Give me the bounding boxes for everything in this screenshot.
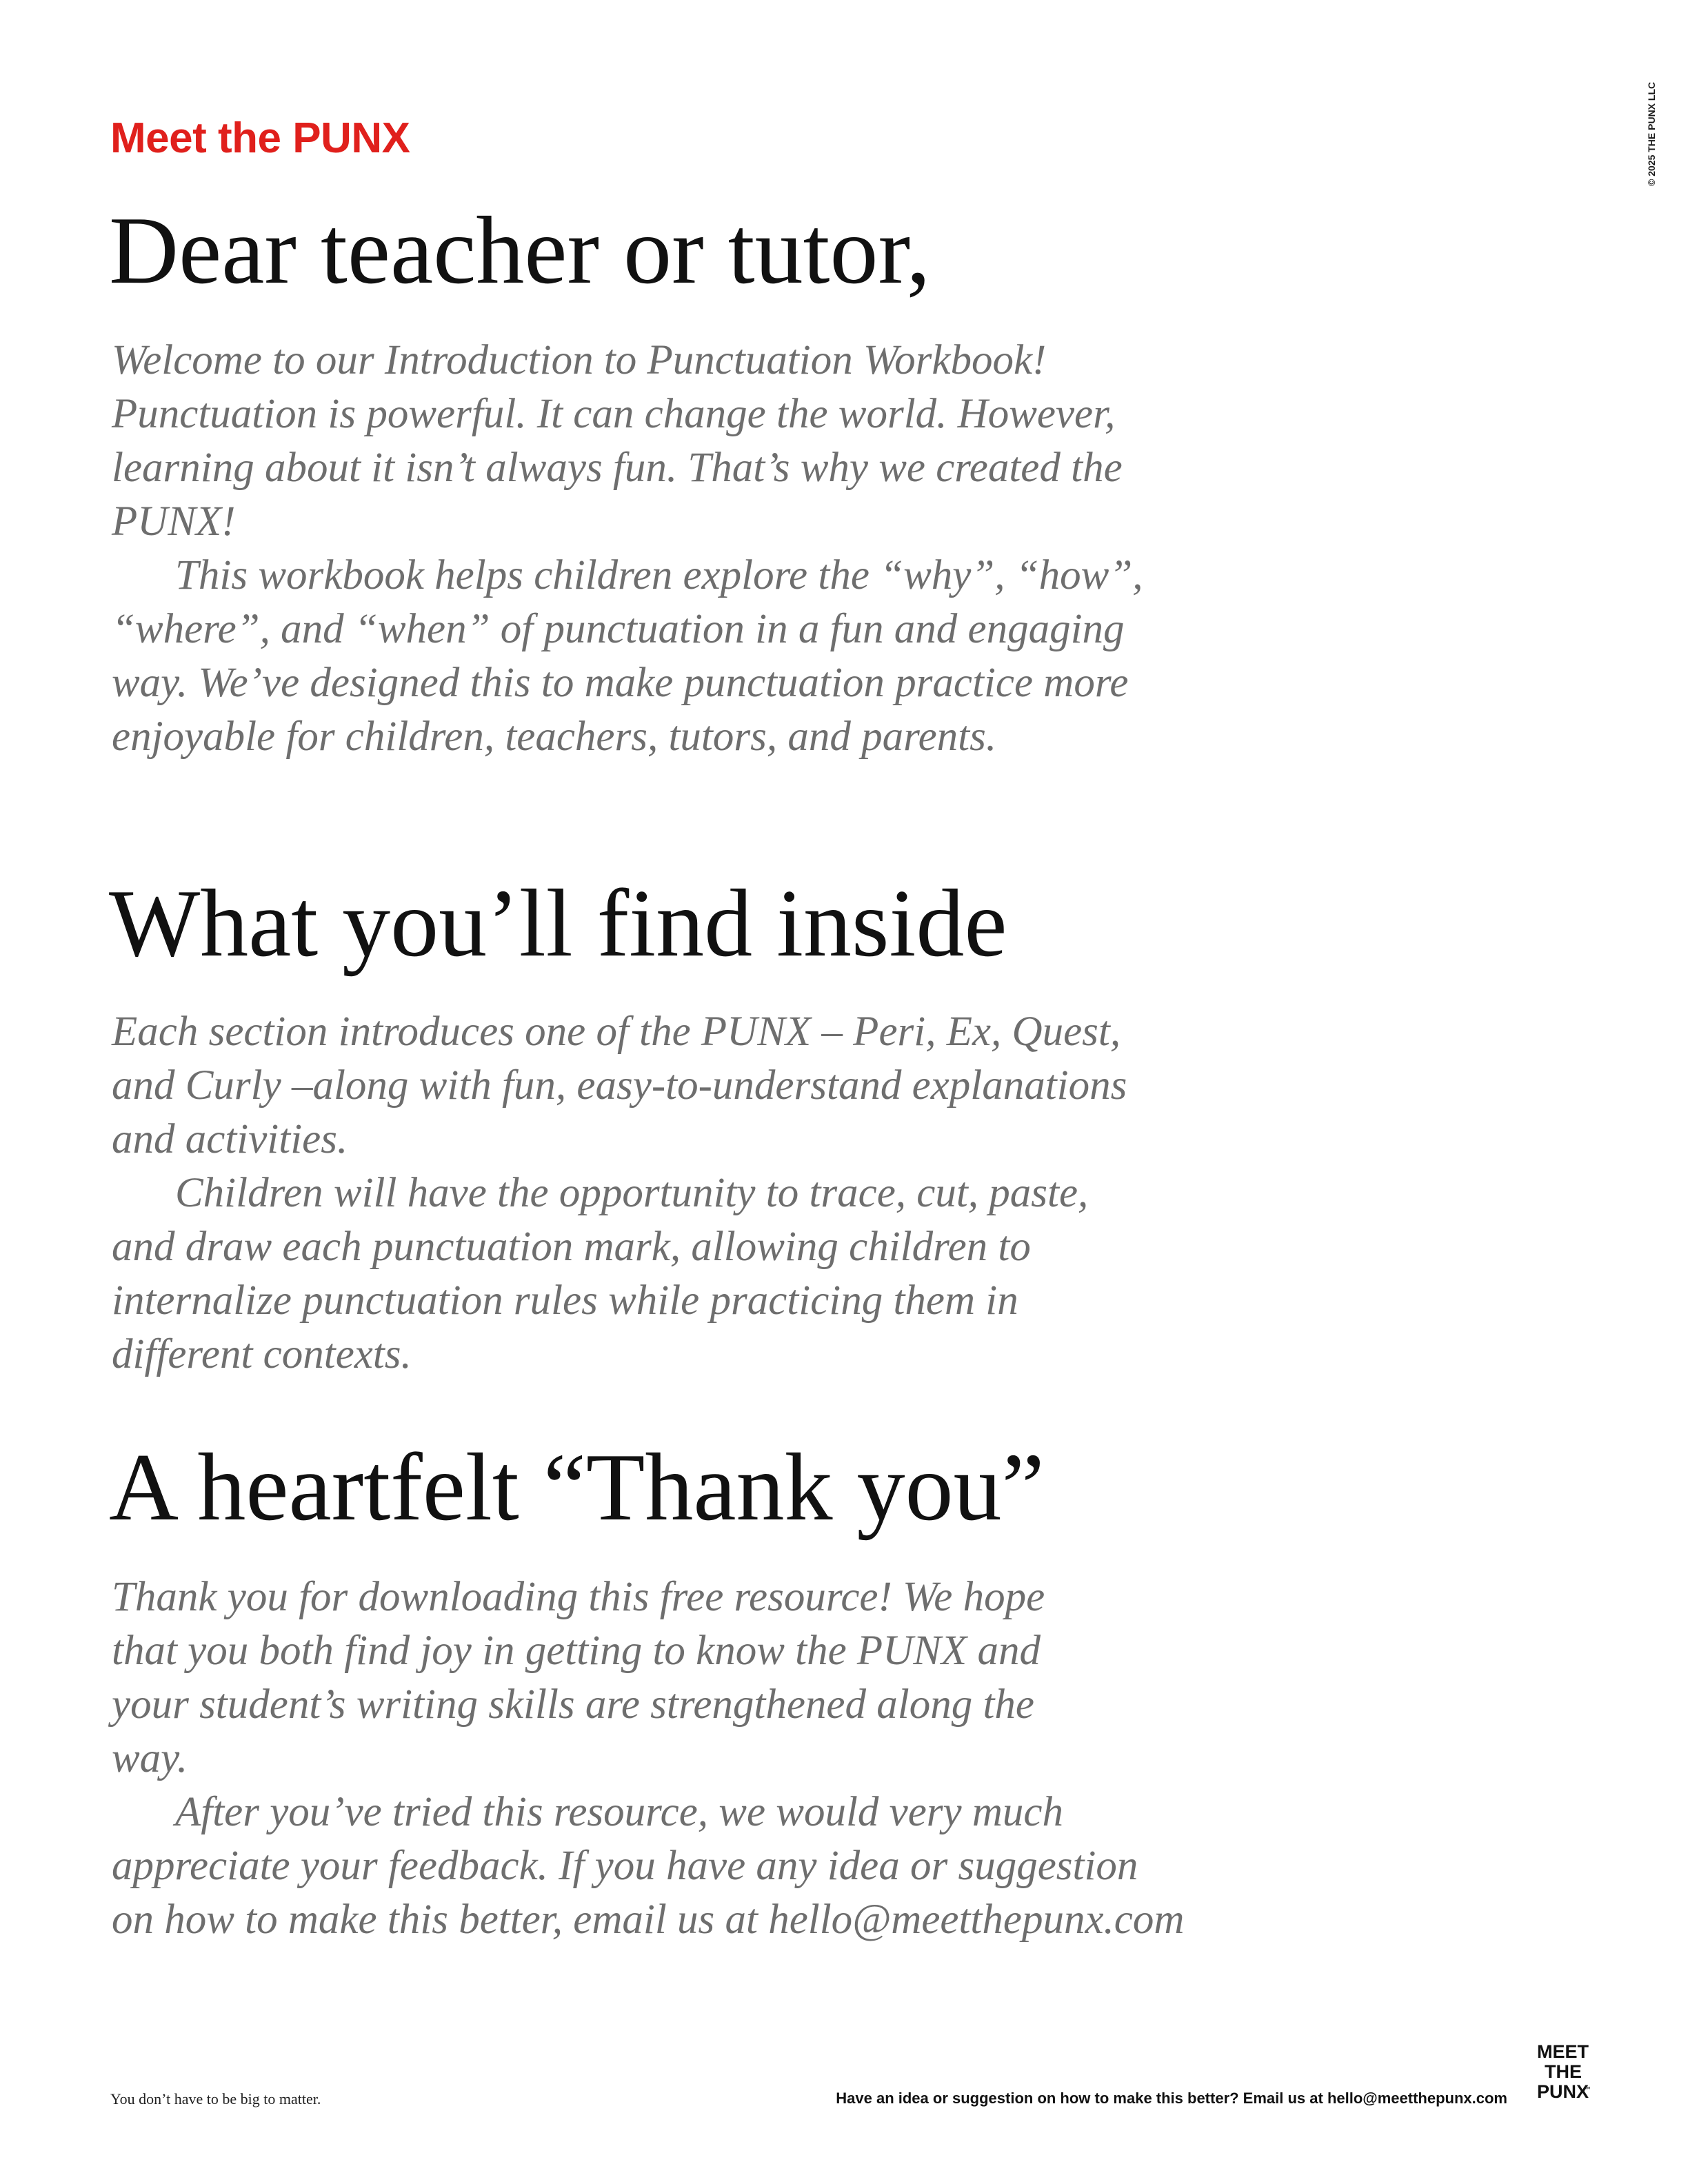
body-paragraph: Each section introduces one of the PUNX – Peri, Ex, Quest, and Curly –along with fun, easy-to-understand explanations and activities. [112, 1009, 1127, 1162]
section-heading-inside: What you’ll find inside [109, 870, 1007, 977]
body-paragraph: This workbook helps children explore the “why”, “how”, “where”, and “when” of punctuation in a fun and engaging way. We’ve designed this to make punctuation practice more enjoyable for children, teachers, tutors, and parents. [112, 552, 1143, 760]
footer-contact: Have an idea or suggestion on how to make this better? Email us at hello@meetthepunx.com [836, 2090, 1507, 2107]
body-paragraph: Welcome to our Introduction to Punctuation Workbook! Punctuation is powerful. It can change the world. However, learning about it isn’t always fun. That’s why we created the PUNX! [112, 337, 1123, 545]
body-paragraph: After you’ve tried this resource, we would very much appreciate your feedback. If you have any idea or suggestion on how to make this better, email us at hello@meetthepunx.com [112, 1789, 1185, 1943]
section-body-greeting [112, 334, 1215, 764]
footer-logo [1535, 2032, 1590, 2119]
section-body-inside [112, 1005, 1215, 1382]
logo-line: MEET [1537, 2041, 1589, 2062]
body-paragraph: Thank you for downloading this free resource! We hope that you both find joy in getting to know the PUNX and your student’s writing skills are strengthened along the way. [112, 1574, 1045, 1781]
copyright-notice: © 2025 THE PUNX LLC [1646, 81, 1657, 186]
section-body-thank-you [112, 1570, 1215, 1947]
body-paragraph: Children will have the opportunity to trace, cut, paste, and draw each punctuation mark, allowing children to internalize punctuation rules while practicing them in different contexts. [112, 1170, 1089, 1377]
logo-line: PUNX [1537, 2081, 1589, 2102]
punx-logo-icon [1535, 2032, 1590, 2115]
logo-line: THE [1545, 2061, 1582, 2082]
logo-trademark: ™ [1585, 2085, 1590, 2092]
brand-kicker: Meet the PUNX [110, 114, 410, 162]
footer-tagline: You don’t have to be big to matter. [110, 2090, 321, 2107]
section-heading-greeting: Dear teacher or tutor, [109, 197, 931, 304]
section-heading-thank-you: A heartfelt “Thank you” [109, 1434, 1045, 1541]
